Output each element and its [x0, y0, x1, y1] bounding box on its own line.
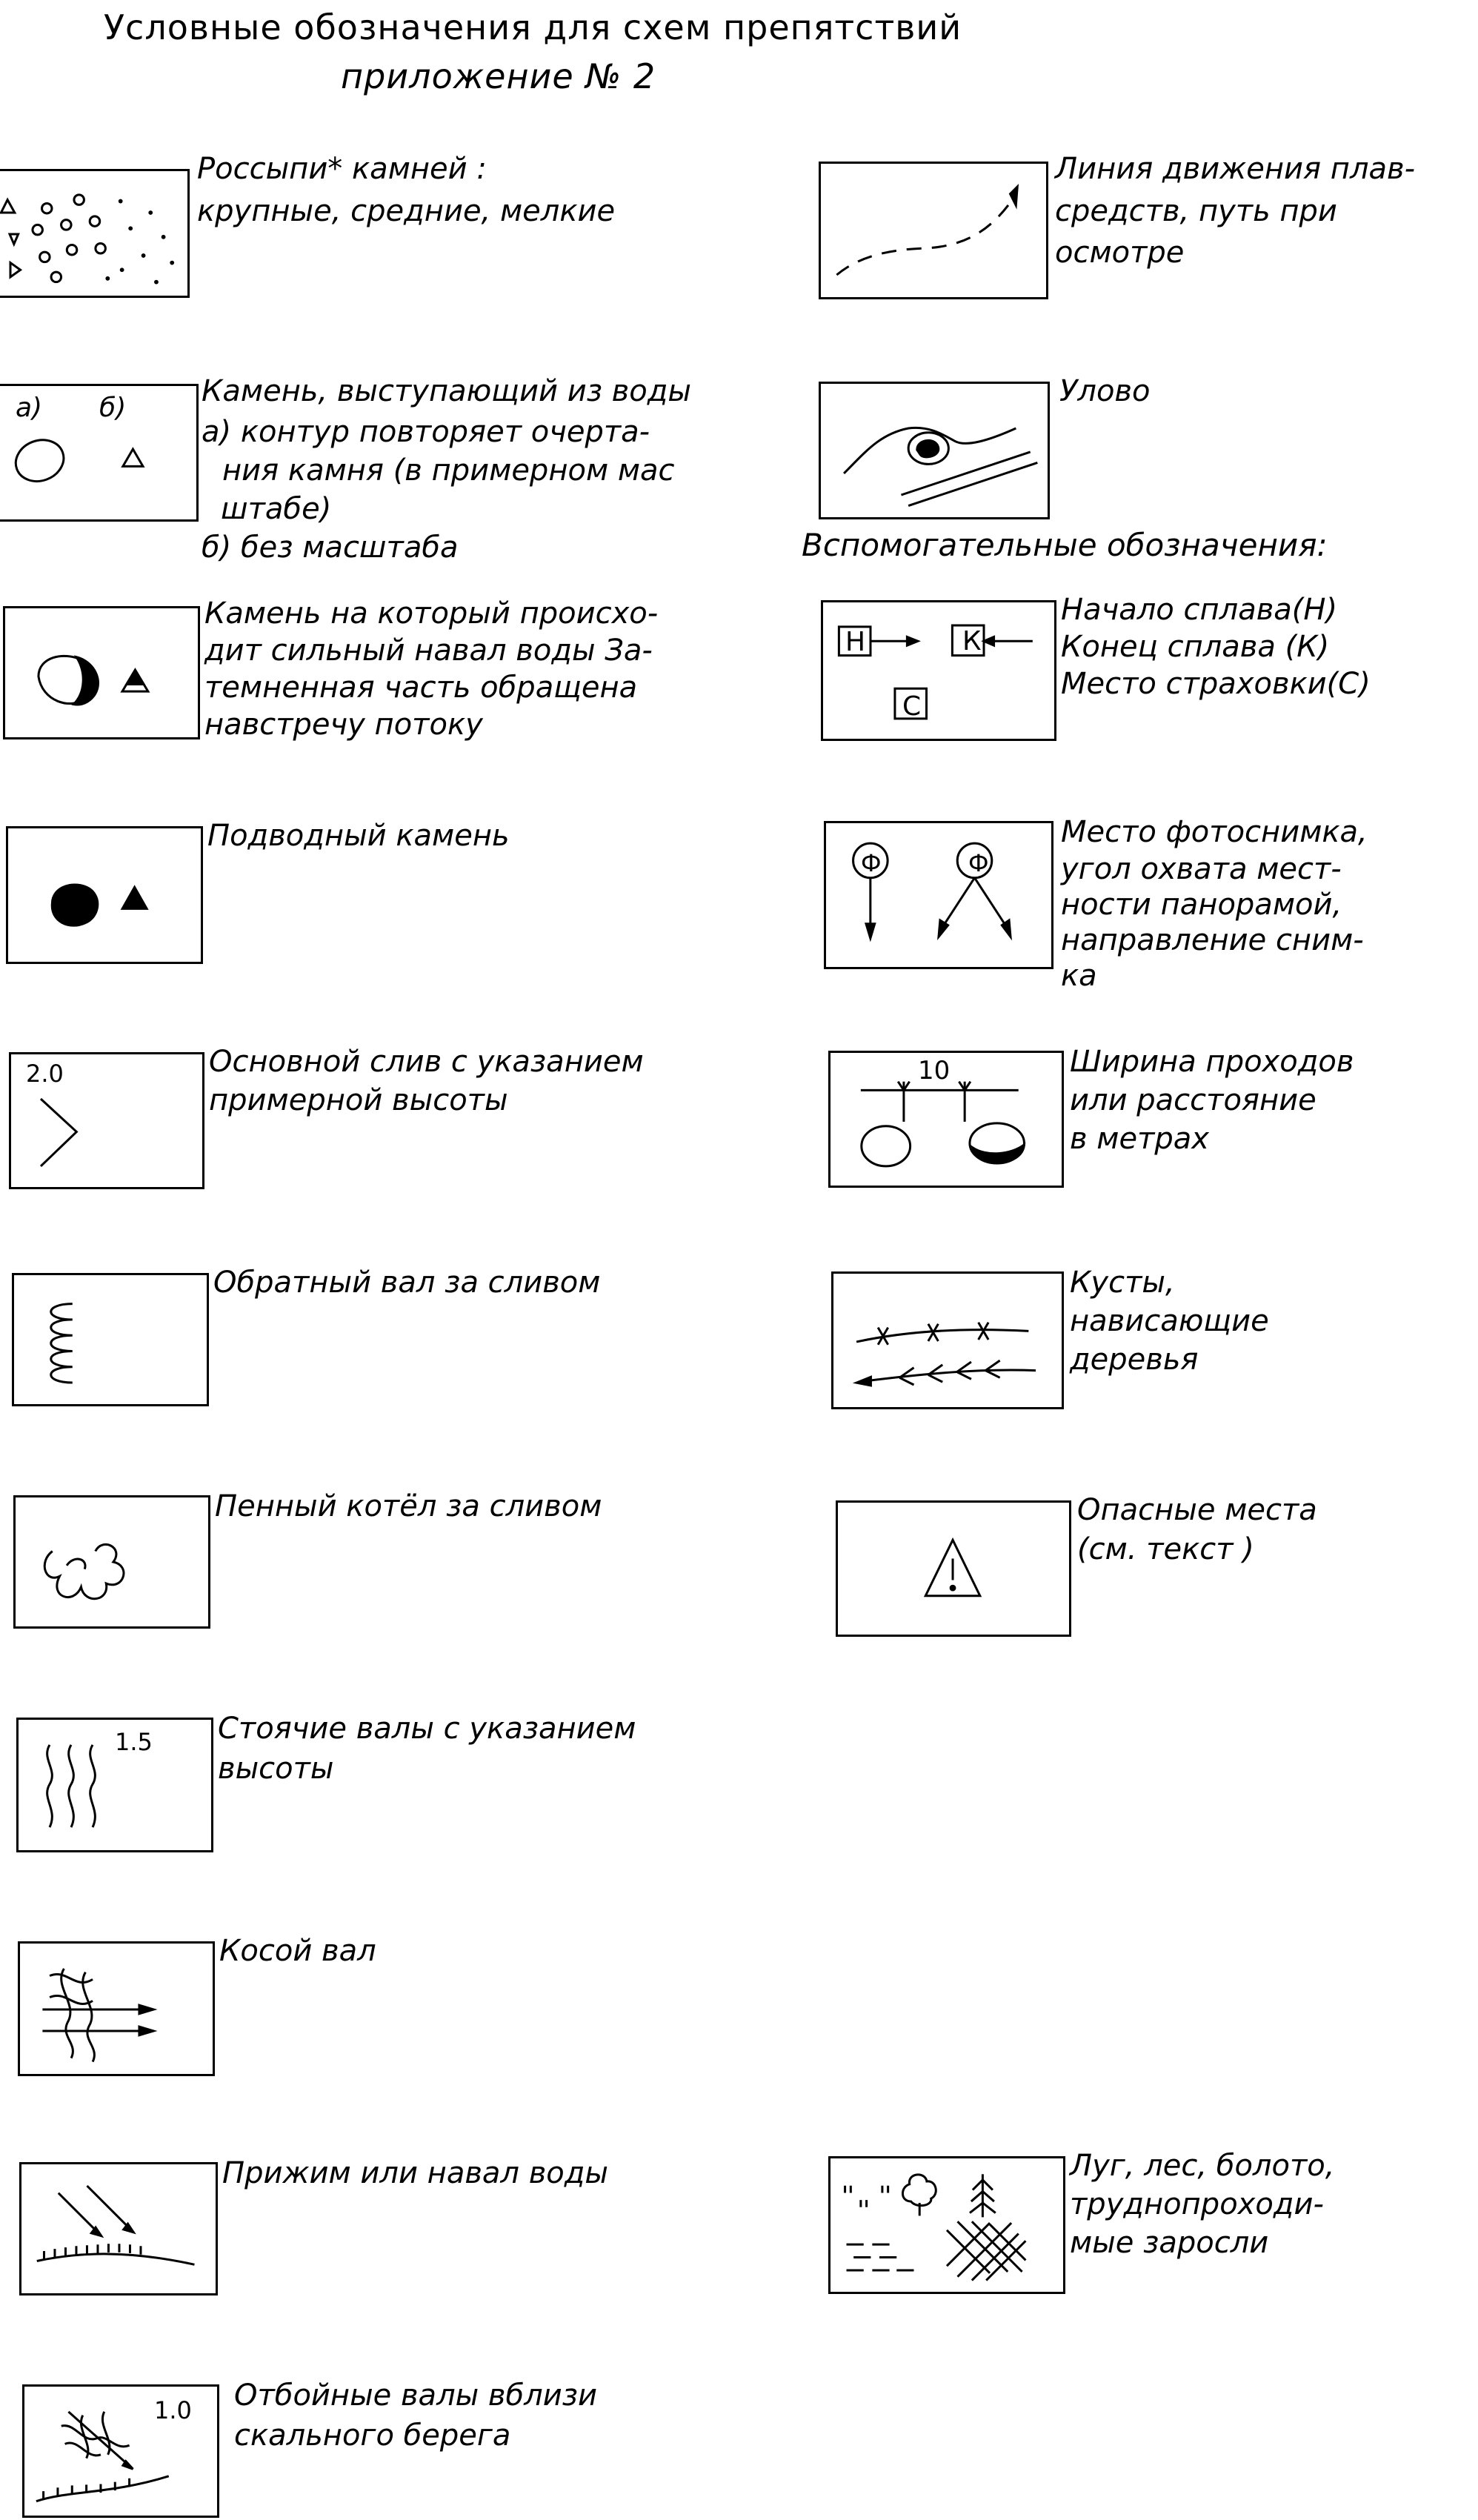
pressure-symbol — [21, 2164, 216, 2293]
label-line: или расстояние — [1070, 1083, 1316, 1117]
label-line: мые заросли — [1070, 2226, 1269, 2260]
label-line: крупные, средние, мелкие — [197, 194, 616, 228]
label-line: направление сним- — [1061, 923, 1364, 957]
photo-location-symbol — [826, 823, 1051, 967]
label-line: Основной слив с указанием — [209, 1045, 644, 1079]
bushes-symbol — [833, 1274, 1062, 1407]
symbol-box-standing-waves — [16, 1718, 213, 1852]
symbol-box-rebound-waves — [22, 2384, 219, 2518]
start-end-belay-symbol — [823, 602, 1054, 739]
symbol-box-pressure — [19, 2162, 218, 2295]
belay-marker: С — [902, 691, 922, 722]
symbol-box-stone-water-push — [3, 606, 200, 739]
label-line: ка — [1061, 959, 1097, 993]
label-line: дит сильный навал воды За- — [204, 634, 653, 668]
rebound-waves-symbol — [24, 2387, 217, 2516]
label-line: Стоячие валы с указанием — [218, 1712, 636, 1746]
label-line: Кусты, — [1070, 1266, 1175, 1300]
page-subtitle: приложение № 2 — [341, 56, 656, 96]
label-line: скального берега — [234, 2418, 511, 2453]
oblique-roller-symbol — [20, 1944, 213, 2074]
label-line: (см. текст ) — [1077, 1532, 1254, 1566]
label-line: Место страховки(С) — [1061, 667, 1371, 701]
label-line: а) контур повторяет очерта- — [202, 415, 650, 449]
stone-water-push-symbol — [5, 608, 198, 737]
variant-b-label: б) — [99, 393, 127, 423]
terrain-symbol — [830, 2158, 1063, 2292]
label-line: Улово — [1059, 374, 1151, 408]
label-line: высоты — [218, 1752, 334, 1786]
label-line: Обратный вал за сливом — [213, 1266, 601, 1300]
symbol-box-foam-cauldron — [13, 1495, 210, 1629]
label-line: ности панорамой, — [1061, 888, 1342, 922]
symbol-box-bushes — [831, 1271, 1064, 1409]
label-line: нависающие — [1070, 1304, 1269, 1338]
label-line: Конец сплава (К) — [1061, 630, 1330, 664]
photo-marker: Ф — [861, 849, 882, 877]
width-value: 10 — [918, 1056, 951, 1086]
symbol-box-passage-width — [828, 1051, 1064, 1188]
label-line: в метрах — [1070, 1122, 1209, 1156]
symbol-box-movement-line — [819, 162, 1048, 299]
label-line: Россыпи* камней : — [197, 152, 487, 186]
page-title: Условные обозначения для схем препятствий — [104, 7, 962, 47]
label-line: ния камня (в примерном мас — [222, 453, 675, 488]
passage-width-symbol — [830, 1053, 1062, 1186]
symbol-box-photo-location — [824, 821, 1053, 969]
label-line: Место фотоснимка, — [1061, 815, 1368, 849]
symbol-box-reverse-roller — [12, 1273, 209, 1406]
label-line: Пенный котёл за сливом — [215, 1489, 602, 1523]
label-line: осмотре — [1055, 236, 1185, 270]
label-line: Линия движения плав- — [1055, 152, 1416, 186]
symbol-box-danger — [836, 1500, 1071, 1637]
label-line: примерной высоты — [209, 1083, 508, 1117]
end-marker: К — [962, 626, 982, 656]
warning-triangle-icon — [838, 1503, 1069, 1635]
symbol-box-underwater-stone — [6, 826, 203, 964]
main-drop-symbol — [11, 1054, 202, 1187]
label-line: средств, путь при — [1055, 194, 1337, 228]
label-line: Косой вал — [219, 1934, 376, 1968]
label-line: Отбойные валы вблизи — [234, 2378, 597, 2413]
eddy-symbol — [821, 384, 1048, 517]
label-line: Опасные места — [1077, 1493, 1317, 1527]
symbol-box-stone-scree — [0, 169, 190, 298]
label-line: Прижим или навал воды — [222, 2156, 608, 2190]
label-line: Луг, лес, болото, — [1070, 2149, 1335, 2183]
label-line: Начало сплава(Н) — [1061, 593, 1338, 627]
panorama-marker: Ф — [968, 849, 989, 877]
stone-scree-symbol — [0, 171, 187, 296]
label-line: навстречу потоку — [204, 708, 483, 742]
symbol-box-terrain — [828, 2156, 1065, 2294]
symbol-box-start-end-belay — [821, 600, 1056, 741]
label-line: деревья — [1070, 1343, 1199, 1377]
drop-height-label: 2.0 — [26, 1060, 64, 1088]
reverse-roller-symbol — [14, 1275, 207, 1404]
label-line: штабе) — [221, 492, 332, 526]
label-line: темненная часть обращена — [204, 671, 638, 705]
foam-cauldron-symbol — [16, 1497, 208, 1626]
symbol-box-stone-above-water — [0, 384, 199, 522]
variant-a-label: а) — [16, 393, 43, 423]
movement-line-symbol — [821, 164, 1046, 297]
underwater-stone-symbol — [8, 828, 201, 962]
label-line: Камень на который происхо- — [204, 596, 659, 631]
label-line: Камень, выступающий из воды — [202, 374, 691, 408]
wave-height-label: 1.5 — [115, 1728, 153, 1756]
stone-above-water-symbol — [0, 386, 196, 519]
standing-waves-symbol — [19, 1720, 211, 1850]
label-line: труднопроходи- — [1070, 2187, 1324, 2221]
label-line: угол охвата мест- — [1061, 852, 1342, 886]
symbol-box-main-drop — [9, 1052, 204, 1189]
symbol-box-oblique-roller — [18, 1941, 215, 2076]
label-line: Ширина проходов — [1070, 1045, 1354, 1079]
auxiliary-heading: Вспомогательные обозначения: — [802, 527, 1328, 563]
label-line: б) без масштаба — [202, 531, 459, 565]
symbol-box-eddy — [819, 382, 1050, 519]
rebound-height-label: 1.0 — [154, 2396, 192, 2424]
label-line: Подводный камень — [207, 819, 510, 853]
start-marker: Н — [845, 627, 866, 657]
